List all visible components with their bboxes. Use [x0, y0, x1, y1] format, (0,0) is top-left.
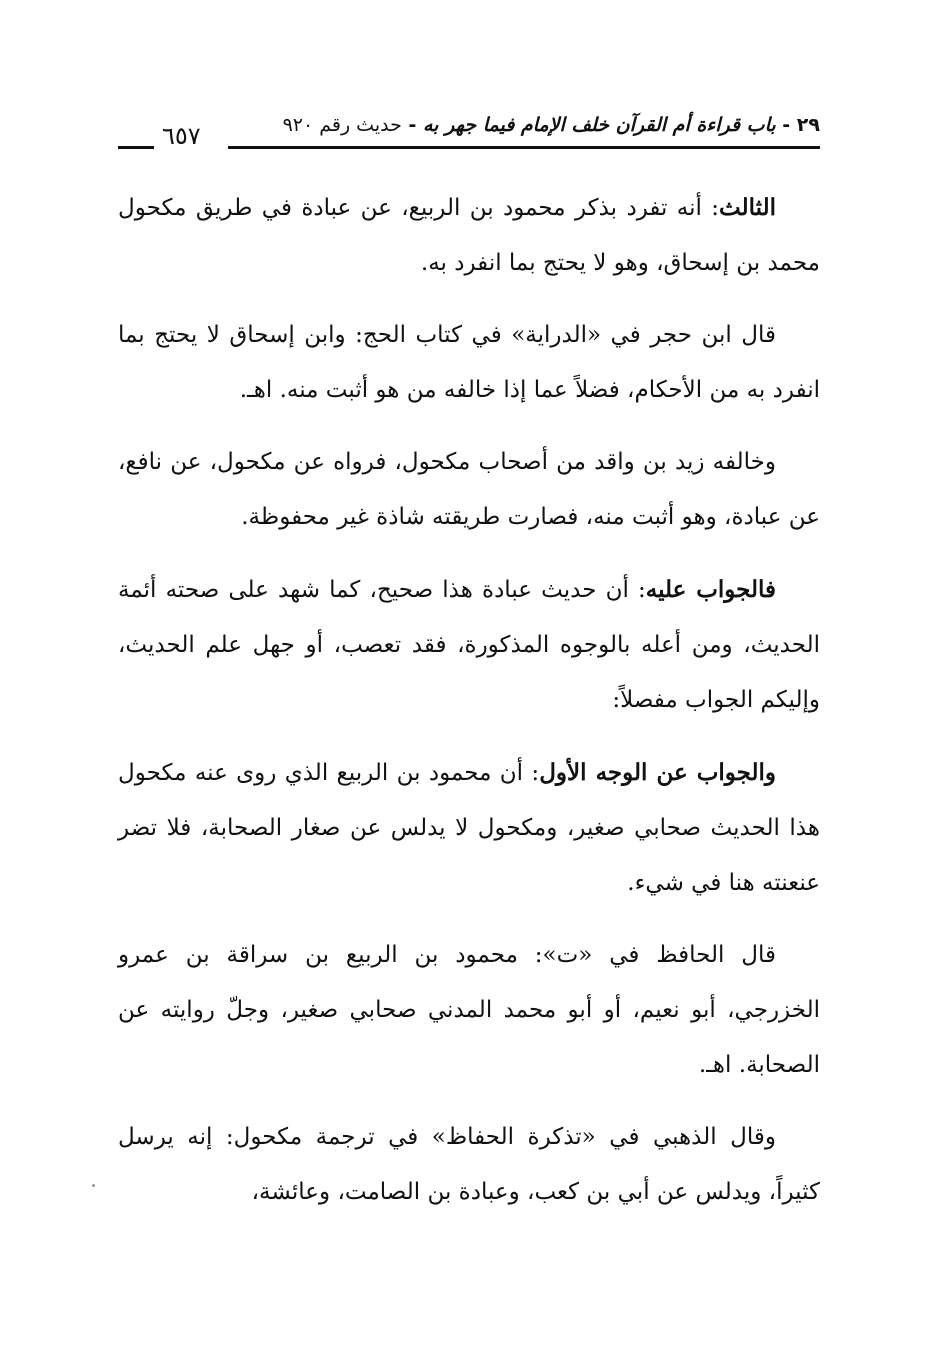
paragraph-text: قال الحافظ في «ت»: محمود بن الربيع بن سراقة بن عمرو الخزرجي، أبو نعيم، أو أبو محمد المدني صحابي صغير، وجلّ روايته عن الصحابة. اهـ.: [118, 942, 820, 1078]
paragraph-text: : أن محمود بن الربيع الذي روى عنه مكحول هذا الحديث صحابي صغير، ومكحول لا يدلس عن صغار الصحابة، فلا تضر عنعنته هنا في شيء.: [118, 760, 820, 896]
paragraph: [118, 928, 820, 1093]
running-header: [118, 108, 820, 156]
paragraph: [118, 745, 820, 911]
title-dash: -: [775, 114, 791, 136]
paragraph-lead: فالجواب عليه: [645, 576, 776, 603]
page-number: ٦٥٧: [162, 122, 201, 150]
header-rule-short: [118, 146, 154, 149]
paragraph-lead: الثالث: [719, 194, 776, 221]
title-dash: -: [401, 114, 417, 136]
hadith-number: حديث رقم ٩٢٠: [282, 114, 402, 136]
chapter-title: باب قراءة أم القرآن خلف الإمام فيما جهر به: [423, 114, 776, 136]
paragraph-text: وقال الذهبي في «تذكرة الحفاظ» في ترجمة مكحول: إنه يرسل كثيراً، ويدلس عن أبي بن كعب، وعبادة بن الصامت، وعائشة،: [118, 1124, 820, 1205]
body-text: [118, 180, 820, 1237]
paragraph-text: : أن حديث عبادة هذا صحيح، كما شهد على صحته أئمة الحديث، ومن أعله بالوجوه المذكورة، فقد تعصب، أو جهل علم الحديث، وإليكم الجواب مفصلاً:: [118, 577, 820, 713]
chapter-number: ٢٩: [796, 114, 820, 136]
paragraph-text: وخالفه زيد بن واقد من أصحاب مكحول، فرواه عن مكحول، عن نافع، عن عبادة، وهو أثبت منه، فصارت طريقته شاذة غير محفوظة.: [118, 449, 820, 530]
paragraph: [118, 435, 820, 545]
paragraph-lead: والجواب عن الوجه الأول: [539, 759, 776, 786]
running-title: [283, 114, 820, 136]
header-rule: [228, 146, 820, 149]
paragraph-text: قال ابن حجر في «الدراية» في كتاب الحج: وابن إسحاق لا يحتج بما انفرد به من الأحكام، فضلاً عما إذا خالفه من هو أثبت منه. اهـ.: [118, 322, 820, 403]
paragraph-text: : أنه تفرد بذكر محمود بن الربيع، عن عبادة في طريق مكحول محمد بن إسحاق، وهو لا يحتج بما انفرد به.: [118, 195, 820, 276]
scan-speck: [92, 1184, 95, 1187]
paragraph: [118, 562, 820, 728]
paragraph: [118, 1110, 820, 1220]
paragraph: [118, 308, 820, 418]
paragraph: [118, 180, 820, 291]
